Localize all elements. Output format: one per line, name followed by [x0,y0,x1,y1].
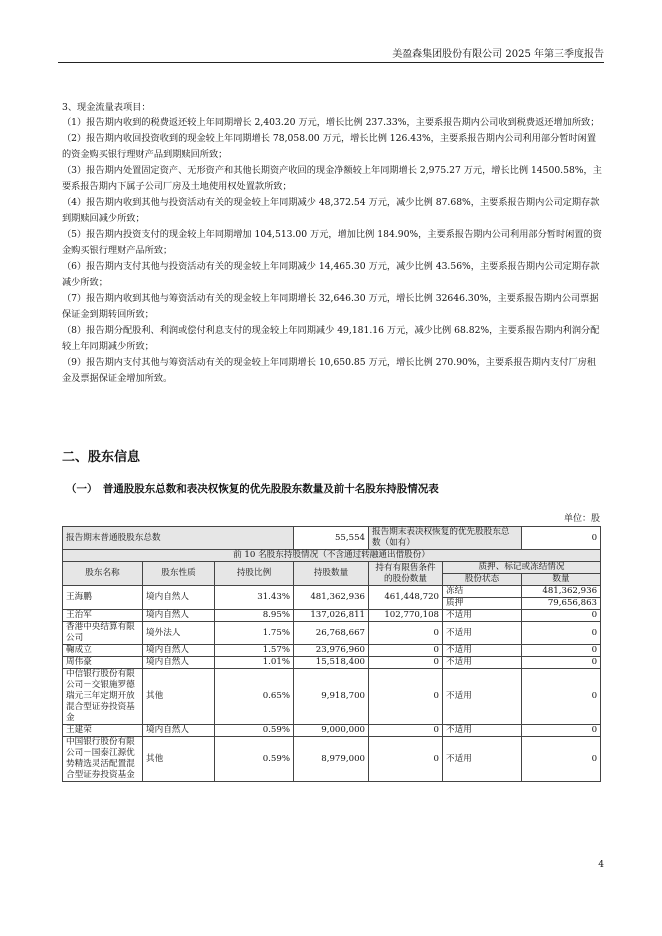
col-header: 股东性质 [143,562,215,586]
cashflow-item: （3）报告期内处置固定资产、无形资产和其他长期资产收回的现金净额较上年同期增长 2,975.27 万元，增长比例 14500.58%，主要系报告期内下属子公司厂房及土地使用权处置款所致； [62,165,602,192]
holder-restricted: 0 [369,622,443,645]
holder-name: 香港中央结算有限公司 [63,622,143,645]
holder-restricted: 0 [369,725,443,737]
section-title: 二、股东信息 [62,450,141,465]
table-row [63,669,601,725]
report-header: 美盈森集团股份有限公司 2025 年第三季度报告 [392,49,604,60]
holder-qty: 26,768,667 [294,622,369,645]
cashflow-item: （7）报告期内收到其他与筹资活动有关的现金较上年同期增长 32,646.30 万元，增长比例 32646.30%，主要系报告期内公司票据保证金到期转回所致； [62,293,599,320]
share-status: 不适用 [443,610,522,622]
holder-qty: 481,362,936 [294,586,369,610]
share-amount: 481,362,936 [522,586,601,598]
col-header: 持股数量 [294,562,369,586]
cashflow-item: （9）报告期内支付其他与筹资活动有关的现金较上年同期增长 10,650.85 万元，增长比例 270.90%，主要系报告期内支付厂房租金及票据保证金增加所致。 [62,357,597,384]
share-amount: 79,656,863 [522,598,601,610]
table-row [63,645,601,657]
cashflow-item: （5）报告期内投资支付的现金较上年同期增加 104,513.00 万元，增加比例 184.90%，主要系报告期内公司利用部分暂时闲置的资金购买银行理财产品所致； [62,229,602,256]
page-number: 4 [598,860,604,870]
share-status: 不适用 [443,622,522,645]
share-amount: 0 [522,669,601,725]
share-amount: 0 [522,725,601,737]
holder-ratio: 1.01% [215,657,294,669]
col-header: 持有有限售条件的股份数量 [369,562,443,586]
total-holders-label: 报告期末普通股股东总数 [63,527,294,550]
holder-name: 中国银行股份有限公司－国泰江源优势精选灵活配置混合型证券投资基金 [63,737,143,782]
section-subtitle: （一） 普通股股东总数和表决权恢复的优先股股东数量及前十名股东持股情况表 [66,483,439,495]
table-row [63,622,601,645]
holder-nature: 境内自然人 [143,657,215,669]
unit-label: 单位：股 [563,514,600,524]
cashflow-title: 3、现金流量表项目： [62,102,151,113]
share-amount: 0 [522,657,601,669]
share-status: 不适用 [443,657,522,669]
holder-restricted: 461,448,720 [369,586,443,610]
holder-ratio: 1.57% [215,645,294,657]
share-status: 不适用 [443,725,522,737]
holder-ratio: 8.95% [215,610,294,622]
holder-restricted: 0 [369,669,443,725]
holder-restricted: 0 [369,737,443,782]
holder-name: 周伟豪 [63,657,143,669]
holder-ratio: 0.59% [215,725,294,737]
holder-name: 王建荣 [63,725,143,737]
share-status: 不适用 [443,645,522,657]
share-amount: 0 [522,645,601,657]
col-header: 数量 [522,574,601,586]
holder-name: 王治军 [63,610,143,622]
col-header: 股东名称 [63,562,143,586]
cashflow-item: （4）报告期内收到其他与投资活动有关的现金较上年同期减少 48,372.54 万元，减少比例 87.68%，主要系报告期内公司定期存款到期赎回减少所致； [62,197,600,224]
cashflow-item: （6）报告期内支付其他与投资活动有关的现金较上年同期减少 14,465.30 万元，减少比例 43.56%，主要系报告期内公司定期存款减少所致； [62,261,600,288]
col-header: 质押、标记或冻结情况 [443,562,601,574]
holder-qty: 23,976,960 [294,645,369,657]
holder-ratio: 0.59% [215,737,294,782]
share-status: 质押 [443,598,522,610]
holder-nature: 境内自然人 [143,725,215,737]
col-header: 持股比例 [215,562,294,586]
holder-nature: 境内自然人 [143,586,215,610]
shareholder-table [62,526,601,782]
holder-qty: 137,026,811 [294,610,369,622]
table-row [63,550,601,562]
holder-name: 鞠成立 [63,645,143,657]
pref-holders-label: 报告期末表决权恢复的优先股股东总数（如有） [369,527,522,550]
holder-ratio: 1.75% [215,622,294,645]
col-header: 股份状态 [443,574,522,586]
holder-nature: 境外法人 [143,622,215,645]
holder-qty: 8,979,000 [294,737,369,782]
holder-qty: 15,518,400 [294,657,369,669]
share-status: 不适用 [443,669,522,725]
table-header-row [63,562,601,574]
holder-ratio: 31.43% [215,586,294,610]
holder-nature: 其他 [143,737,215,782]
total-holders-value: 55,554 [294,527,369,550]
share-amount: 0 [522,737,601,782]
cashflow-item: （8）报告期分配股利、利润或偿付利息支付的现金较上年同期减少 49,181.16 万元，减少比例 68.82%，主要系报告期内利润分配较上年同期减少所致； [62,325,600,352]
holder-name: 中信银行股份有限公司－交银施罗德瑞元三年定期开放混合型证券投资基金 [63,669,143,725]
holder-qty: 9,000,000 [294,725,369,737]
holder-nature: 境内自然人 [143,645,215,657]
holder-restricted: 0 [369,657,443,669]
pref-holders-value: 0 [522,527,601,550]
holder-qty: 9,918,700 [294,669,369,725]
share-status: 冻结 [443,586,522,598]
table-row [63,737,601,782]
share-amount: 0 [522,622,601,645]
table-row [63,657,601,669]
top10-header: 前 10 名股东持股情况（不含通过转融通出借股份） [63,550,601,562]
table-row [63,725,601,737]
holder-nature: 其他 [143,669,215,725]
cashflow-item: （2）报告期内收回投资收到的现金较上年同期增长 78,058.00 万元，增长比例 126.43%，主要系报告期内公司利用部分暂时闲置的资金购买银行理财产品到期赎回所致； [62,133,597,160]
table-row [63,610,601,622]
share-amount: 0 [522,610,601,622]
holder-restricted: 0 [369,645,443,657]
table-row [63,527,601,550]
holder-nature: 境内自然人 [143,610,215,622]
share-status: 不适用 [443,737,522,782]
holder-name: 王海鹏 [63,586,143,610]
holder-ratio: 0.65% [215,669,294,725]
cashflow-list [62,115,602,387]
table-row [63,586,601,598]
cashflow-item: （1）报告期内收到的税费返还较上年同期增长 2,403.20 万元，增长比例 237.33%，主要系报告期内公司收到税费返还增加所致； [62,117,600,128]
holder-restricted: 102,770,108 [369,610,443,622]
header-rule [58,62,604,63]
